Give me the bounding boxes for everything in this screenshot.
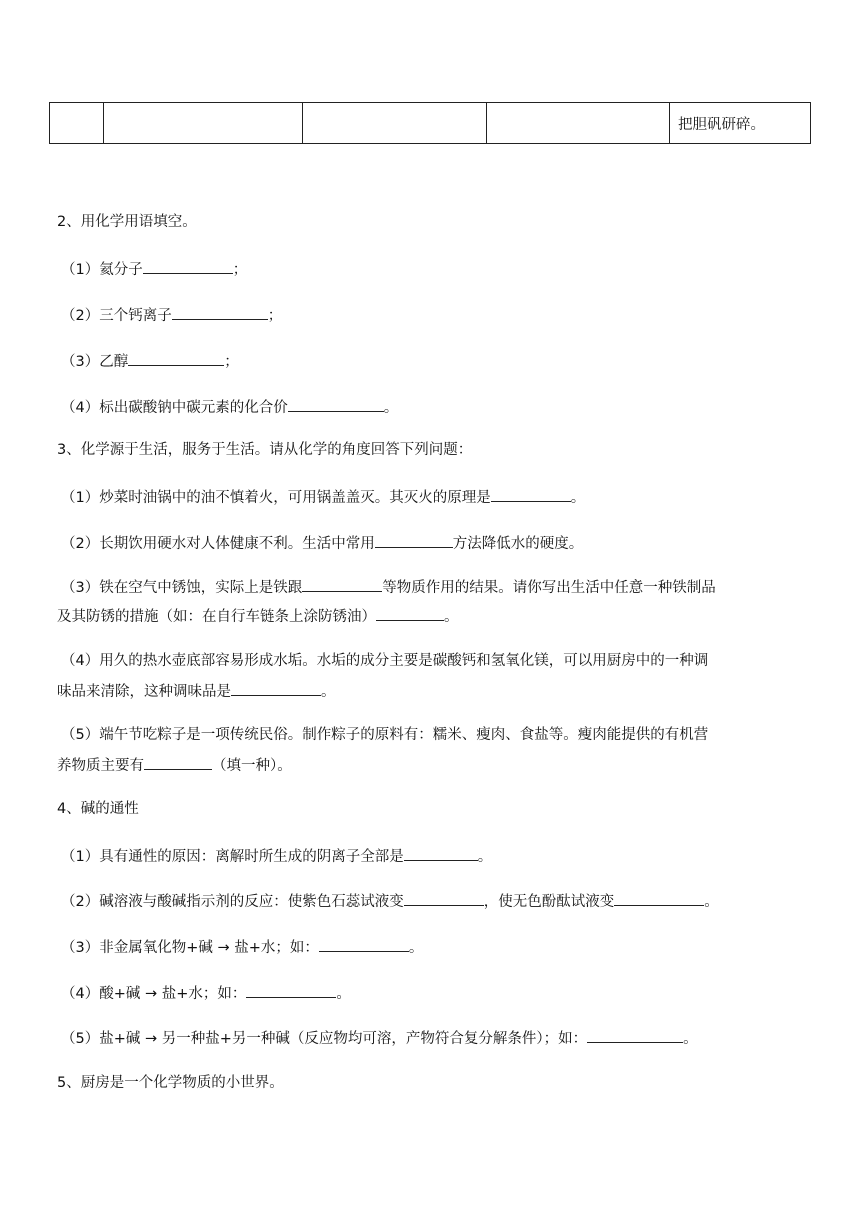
answer-blank[interactable] bbox=[491, 486, 571, 502]
table-row bbox=[50, 103, 811, 144]
answer-blank[interactable] bbox=[302, 576, 382, 592]
q4-item-5: （5）盐+碱 → 另一种盐+另一种碱（反应物均可溶，产物符合复分解条件）；如： 。 bbox=[61, 1027, 698, 1049]
answer-blank[interactable] bbox=[404, 890, 484, 906]
answer-blank[interactable] bbox=[288, 396, 384, 412]
q3-item-4: （4）用久的热水壶底部容易形成水垢。水垢的成分主要是碳酸钙和氢氧化镁，可以用厨房中的一种调 bbox=[61, 653, 709, 669]
q2-item-3: （3）乙醇 ； bbox=[61, 350, 239, 372]
q3-item-3: （3）铁在空气中锈蚀，实际上是铁跟 等物质作用的结果。请你写出生活中任意一种铁制品 bbox=[61, 576, 716, 598]
table-cell bbox=[487, 103, 670, 144]
answer-blank[interactable] bbox=[144, 754, 212, 770]
q2-item-4: （4）标出碳酸钠中碳元素的化合价 。 bbox=[61, 396, 398, 418]
answer-blank[interactable] bbox=[128, 350, 224, 366]
answer-table bbox=[49, 102, 811, 144]
q5-title: 5、厨房是一个化学物质的小世界。 bbox=[57, 1075, 284, 1091]
answer-blank[interactable] bbox=[319, 936, 409, 952]
q4-item-4: （4）酸+碱 → 盐+水；如： 。 bbox=[61, 982, 351, 1004]
answer-blank[interactable] bbox=[375, 532, 453, 548]
q4-title: 4、碱的通性 bbox=[57, 801, 139, 817]
table-cell bbox=[50, 103, 104, 144]
answer-blank[interactable] bbox=[587, 1027, 683, 1043]
q3-item-2: （2）长期饮用硬水对人体健康不利。生活中常用 方法降低水的硬度。 bbox=[61, 532, 583, 554]
q4-item-2: （2）碱溶液与酸碱指示剂的反应：使紫色石蕊试液变 ，使无色酚酞试液变 。 bbox=[61, 890, 719, 912]
answer-blank[interactable] bbox=[376, 605, 444, 621]
table-cell bbox=[303, 103, 487, 144]
q3-title: 3、化学源于生活，服务于生活。请从化学的角度回答下列问题： bbox=[57, 442, 473, 458]
answer-blank[interactable] bbox=[172, 304, 268, 320]
q2-title: 2、用化学用语填空。 bbox=[57, 214, 197, 230]
q3-item-5: （5）端午节吃粽子是一项传统民俗。制作粽子的原料有：糯米、瘦肉、食盐等。瘦肉能提供的有机营 bbox=[61, 727, 709, 743]
answer-blank[interactable] bbox=[143, 258, 233, 274]
table-cell bbox=[104, 103, 303, 144]
q2-item-1: （1）氦分子 ； bbox=[61, 258, 247, 280]
q3-item-5-cont: 养物质主要有 （填一种）。 bbox=[57, 754, 292, 776]
q4-item-1: （1）具有通性的原因：离解时所生成的阴离子全部是 。 bbox=[61, 845, 492, 867]
answer-blank[interactable] bbox=[404, 845, 478, 861]
table-cell: 把胆矾研碎。 bbox=[670, 103, 811, 144]
q3-item-3-cont: 及其防锈的措施（如：在自行车链条上涂防锈油） 。 bbox=[57, 605, 459, 627]
q4-item-3: （3）非金属氧化物+碱 → 盐+水；如： 。 bbox=[61, 936, 423, 958]
answer-blank[interactable] bbox=[231, 680, 321, 696]
answer-blank[interactable] bbox=[614, 890, 704, 906]
q2-item-2: （2）三个钙离子 ； bbox=[61, 304, 282, 326]
answer-blank[interactable] bbox=[246, 982, 336, 998]
q3-item-1: （1）炒菜时油锅中的油不慎着火，可用锅盖盖灭。其灭火的原理是 。 bbox=[61, 486, 585, 508]
q3-item-4-cont: 味品来清除，这种调味品是 。 bbox=[57, 680, 336, 702]
